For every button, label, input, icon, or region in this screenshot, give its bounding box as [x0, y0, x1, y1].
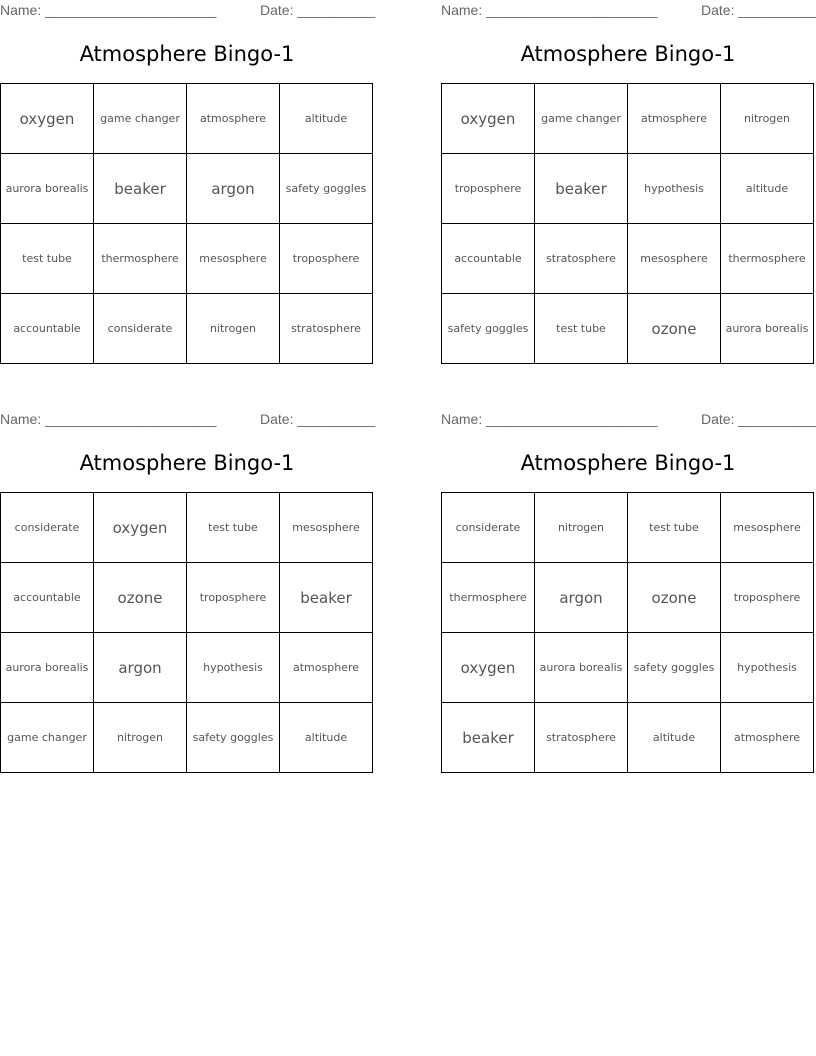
bingo-card-1 [0, 0, 376, 335]
bingo-cell: atmosphere [721, 703, 814, 773]
bingo-grid [441, 83, 814, 364]
grid-row [442, 703, 814, 773]
grid-row [442, 224, 814, 294]
bingo-cell: oxygen [94, 493, 187, 563]
bingo-cell: stratosphere [535, 224, 628, 294]
bingo-cell: aurora borealis [535, 633, 628, 703]
bingo-cell: thermosphere [721, 224, 814, 294]
bingo-cell: oxygen [442, 633, 535, 703]
bingo-cell: mesosphere [187, 224, 280, 294]
grid-row [1, 84, 373, 154]
bingo-cell: troposphere [442, 154, 535, 224]
card-title: Atmosphere Bingo-1 [79, 42, 295, 66]
bingo-cell: hypothesis [721, 633, 814, 703]
bingo-cell: aurora borealis [1, 154, 94, 224]
bingo-cell: mesosphere [280, 493, 373, 563]
bingo-cell: ozone [628, 294, 721, 364]
bingo-cell: altitude [628, 703, 721, 773]
bingo-cell: test tube [535, 294, 628, 364]
bingo-cell: thermosphere [94, 224, 187, 294]
bingo-cell: argon [187, 154, 280, 224]
bingo-cell: nitrogen [721, 84, 814, 154]
bingo-cell: game changer [535, 84, 628, 154]
grid-row [442, 84, 814, 154]
name-date-line [441, 0, 816, 22]
card-title: Atmosphere Bingo-1 [79, 451, 295, 475]
name-date-line [0, 0, 376, 22]
bingo-cell: altitude [280, 703, 373, 773]
date-field-label: Date: __________ [260, 2, 376, 18]
date-field-label: Date: __________ [260, 411, 376, 427]
bingo-cell: hypothesis [187, 633, 280, 703]
date-field-label: Date: __________ [701, 2, 816, 18]
bingo-cell: troposphere [721, 563, 814, 633]
bingo-cell: oxygen [442, 84, 535, 154]
bingo-cell: stratosphere [535, 703, 628, 773]
bingo-cell: oxygen [1, 84, 94, 154]
name-field-label: Name: ______________________ [441, 2, 658, 18]
bingo-cell: mesosphere [721, 493, 814, 563]
grid-row [1, 493, 373, 563]
bingo-cell: nitrogen [94, 703, 187, 773]
bingo-cell: altitude [721, 154, 814, 224]
bingo-cell: aurora borealis [1, 633, 94, 703]
card-title: Atmosphere Bingo-1 [520, 42, 736, 66]
grid-row [1, 633, 373, 703]
grid-row [1, 703, 373, 773]
bingo-grid [441, 492, 814, 773]
card-title: Atmosphere Bingo-1 [520, 451, 736, 475]
bingo-card-2 [441, 0, 816, 338]
bingo-cell: safety goggles [442, 294, 535, 364]
date-field-label: Date: __________ [701, 411, 816, 427]
bingo-cell: beaker [280, 563, 373, 633]
name-date-line [0, 409, 376, 431]
bingo-cell: nitrogen [187, 294, 280, 364]
bingo-cell: nitrogen [535, 493, 628, 563]
bingo-cell: beaker [535, 154, 628, 224]
bingo-grid [0, 492, 373, 773]
bingo-cell: hypothesis [628, 154, 721, 224]
bingo-cell: altitude [280, 84, 373, 154]
grid-row [1, 154, 373, 224]
bingo-cell: test tube [1, 224, 94, 294]
bingo-card-3 [0, 409, 376, 744]
grid-row [442, 633, 814, 703]
bingo-cell: beaker [94, 154, 187, 224]
bingo-cell: atmosphere [280, 633, 373, 703]
bingo-cell: considerate [1, 493, 94, 563]
bingo-grid [0, 83, 373, 364]
name-field-label: Name: ______________________ [0, 2, 217, 18]
name-field-label: Name: ______________________ [0, 411, 217, 427]
bingo-cell: ozone [94, 563, 187, 633]
bingo-cell: test tube [187, 493, 280, 563]
grid-row [442, 563, 814, 633]
bingo-cell: aurora borealis [721, 294, 814, 364]
bingo-cell: troposphere [187, 563, 280, 633]
grid-row [442, 154, 814, 224]
bingo-cell: argon [94, 633, 187, 703]
name-field-label: Name: ______________________ [441, 411, 658, 427]
bingo-cell: troposphere [280, 224, 373, 294]
bingo-cell: beaker [442, 703, 535, 773]
bingo-cell: safety goggles [187, 703, 280, 773]
bingo-cell: stratosphere [280, 294, 373, 364]
bingo-cell: accountable [1, 563, 94, 633]
bingo-cell: ozone [628, 563, 721, 633]
bingo-cell: mesosphere [628, 224, 721, 294]
bingo-cell: accountable [442, 224, 535, 294]
bingo-cell: atmosphere [628, 84, 721, 154]
grid-row [1, 294, 373, 364]
grid-row [1, 224, 373, 294]
bingo-cell: safety goggles [280, 154, 373, 224]
bingo-cell: game changer [94, 84, 187, 154]
bingo-cell: thermosphere [442, 563, 535, 633]
bingo-cell: safety goggles [628, 633, 721, 703]
grid-row [442, 493, 814, 563]
bingo-cell: argon [535, 563, 628, 633]
bingo-cell: game changer [1, 703, 94, 773]
name-date-line [441, 409, 816, 431]
bingo-cell: considerate [442, 493, 535, 563]
bingo-card-4 [441, 409, 816, 747]
grid-row [442, 294, 814, 364]
grid-row [1, 563, 373, 633]
bingo-cell: accountable [1, 294, 94, 364]
bingo-cell: atmosphere [187, 84, 280, 154]
bingo-cell: test tube [628, 493, 721, 563]
bingo-cell: considerate [94, 294, 187, 364]
